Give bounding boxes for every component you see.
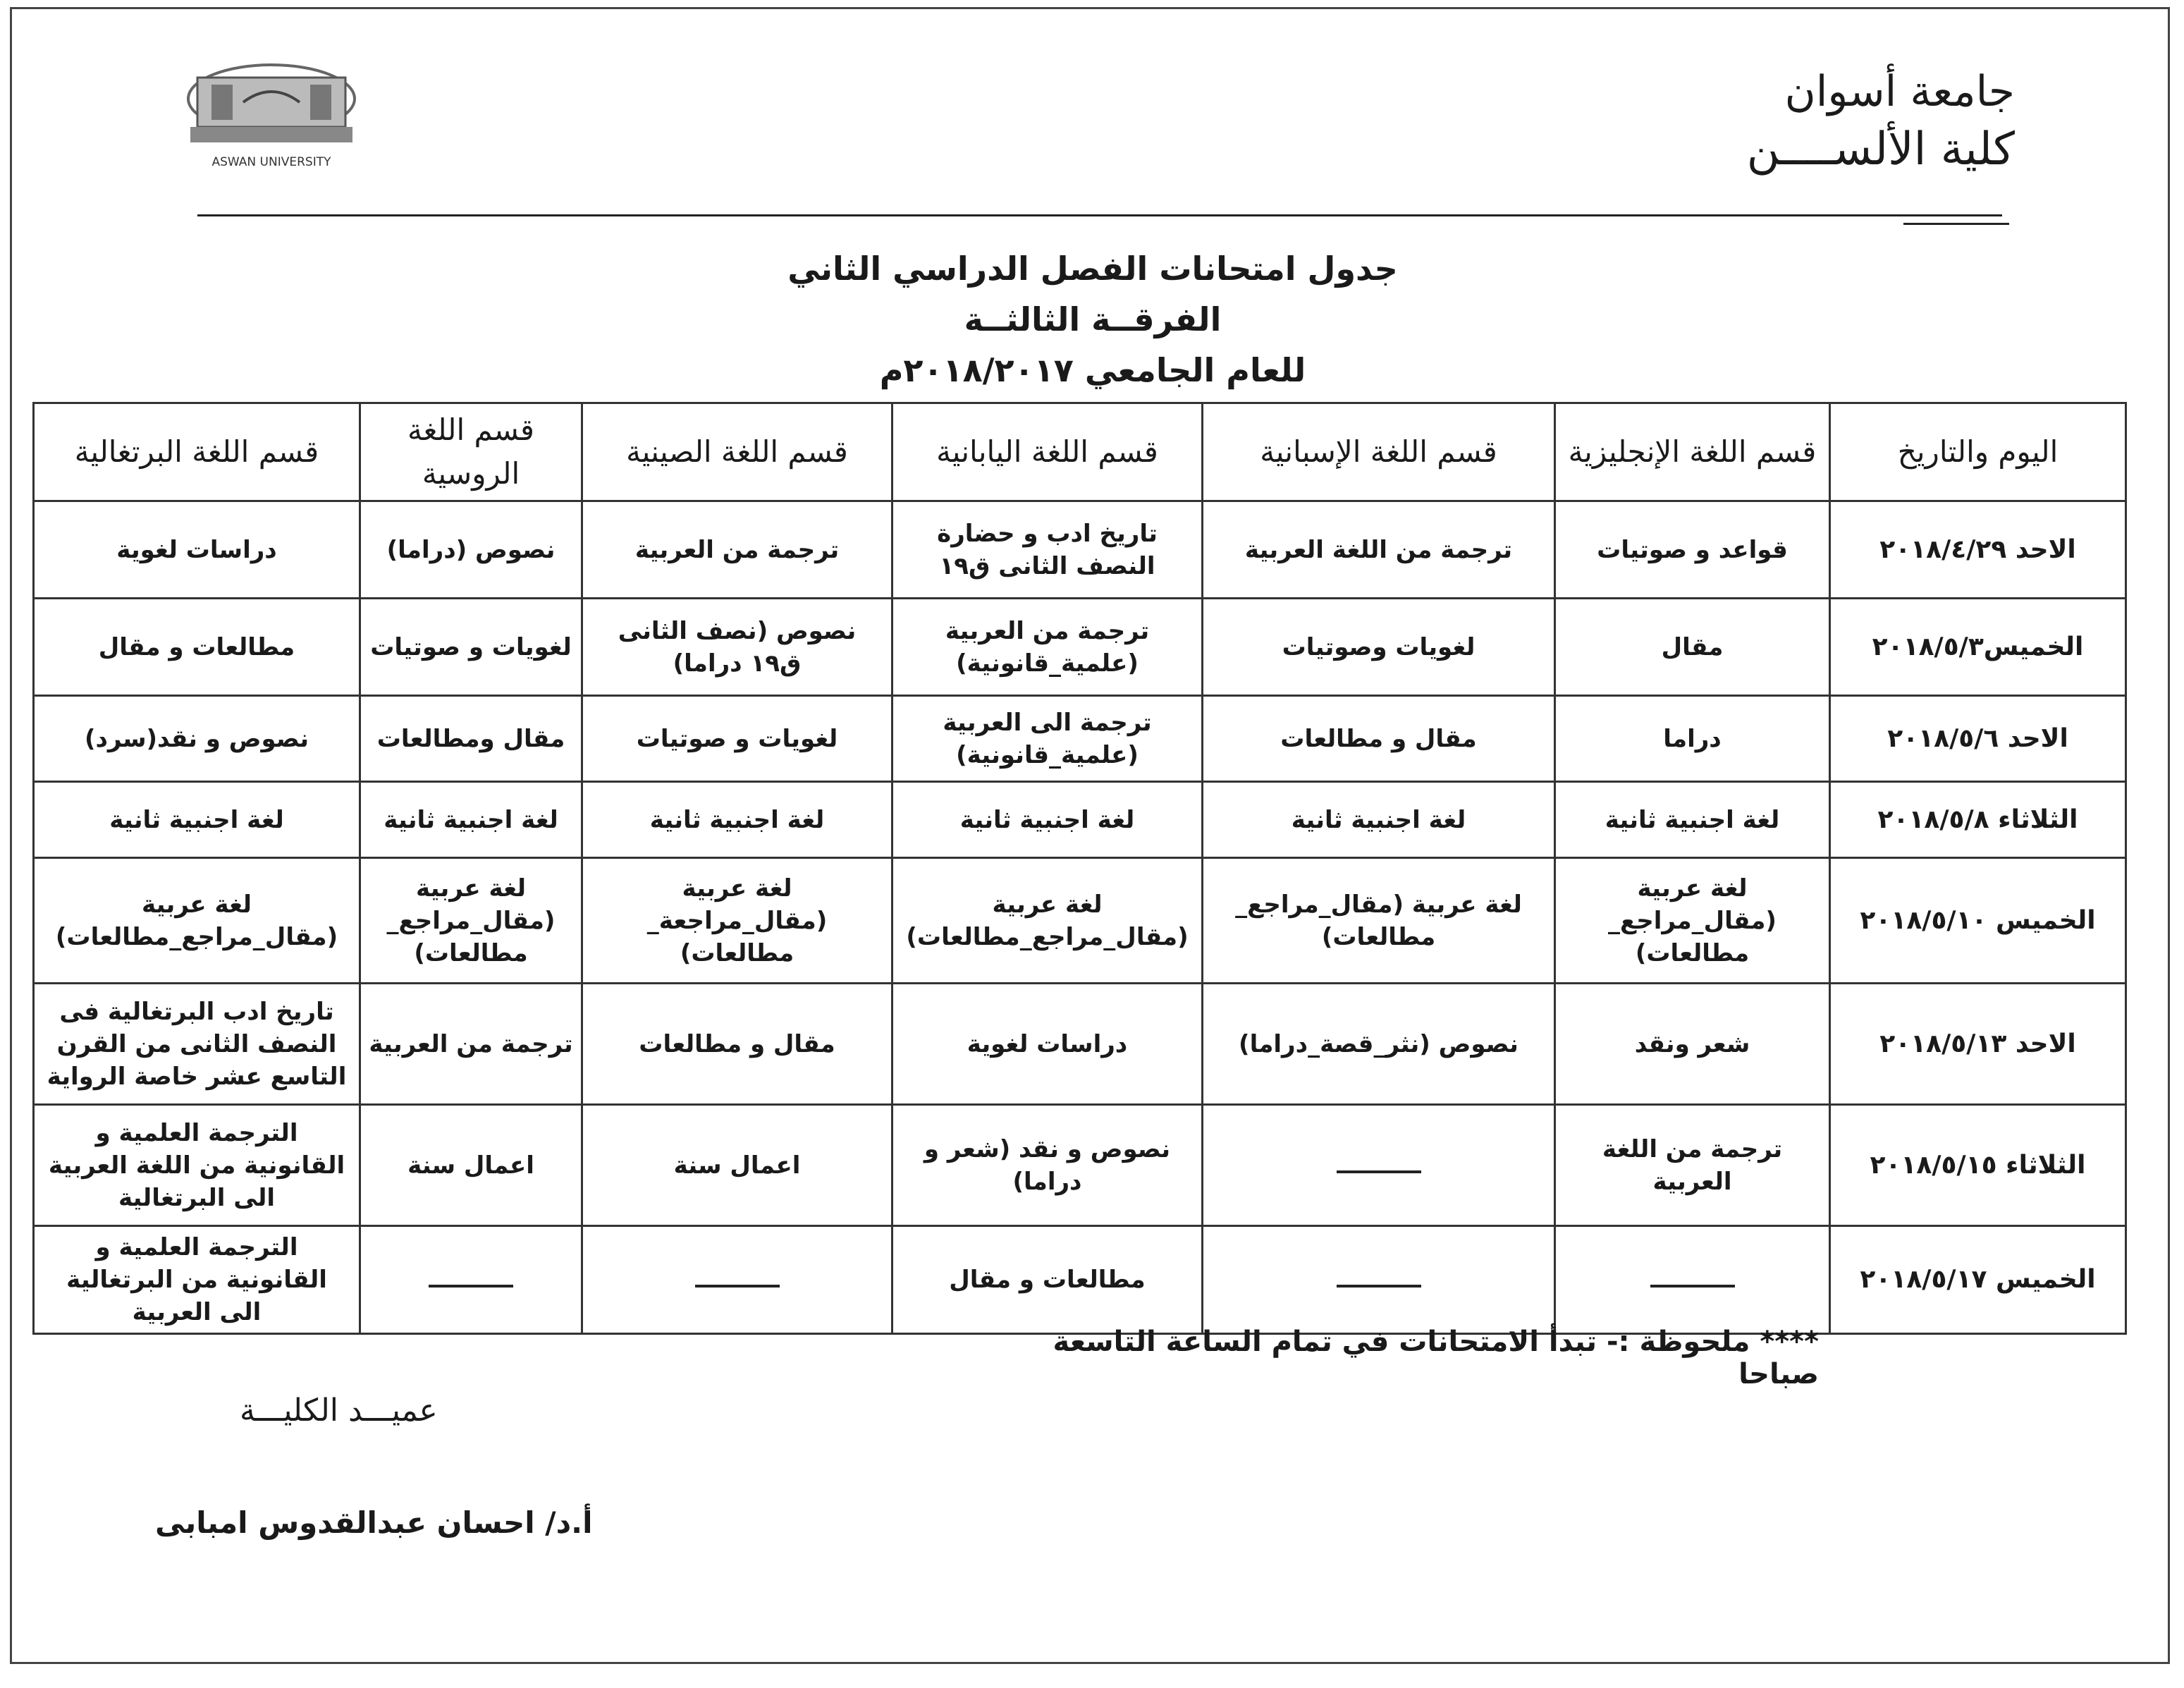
header-cell-portuguese: قسم اللغة البرتغالية bbox=[34, 403, 360, 501]
exam-cell: شعر ونقد bbox=[1555, 984, 1830, 1105]
exam-cell: قواعد و صوتيات bbox=[1555, 501, 1830, 599]
exam-cell: نصوص (نثر_قصة_دراما) bbox=[1203, 984, 1555, 1105]
exam-cell: لغة اجنبية ثانية bbox=[892, 782, 1203, 858]
dash-mark bbox=[1650, 1285, 1735, 1288]
exam-cell: مقال و مطالعات bbox=[1203, 696, 1555, 782]
empty-cell-dash bbox=[1203, 1226, 1555, 1334]
empty-cell-dash bbox=[582, 1226, 892, 1334]
exam-cell: لغة اجنبية ثانية bbox=[1555, 782, 1830, 858]
exam-cell: لغة عربية (مقال_مراجع_مطالعات) bbox=[892, 858, 1203, 984]
schedule-title bbox=[634, 243, 1551, 396]
exam-cell: تاريخ ادب و حضارة النصف الثانى ق١٩ bbox=[892, 501, 1203, 599]
header-cell-japanese: قسم اللغة اليابانية bbox=[892, 403, 1203, 501]
date-cell: الثلاثاء ٢٠١٨/٥/٨ bbox=[1830, 782, 2126, 858]
header-cell-date: اليوم والتاريخ bbox=[1830, 403, 2126, 501]
dash-mark bbox=[1337, 1285, 1421, 1288]
exam-cell: لغة عربية (مقال_مراجعة_ مطالعات) bbox=[582, 858, 892, 984]
dash-mark bbox=[1337, 1170, 1421, 1173]
dean-title: عميـــد الكليـــة bbox=[240, 1393, 438, 1429]
date-cell: الخميس ٢٠١٨/٥/١٠ bbox=[1830, 858, 2126, 984]
table-row bbox=[34, 858, 2126, 984]
table-row bbox=[34, 599, 2126, 696]
exam-cell: لغويات وصوتيات bbox=[1203, 599, 1555, 696]
date-cell: الخميس٢٠١٨/٥/٣ bbox=[1830, 599, 2126, 696]
table-row bbox=[34, 501, 2126, 599]
exam-cell: ترجمة من العربية bbox=[582, 501, 892, 599]
date-cell: الخميس ٢٠١٨/٥/١٧ bbox=[1830, 1226, 2126, 1334]
exam-cell: مطالعات و مقال bbox=[34, 599, 360, 696]
table-row bbox=[34, 1226, 2126, 1334]
exam-cell: مقال bbox=[1555, 599, 1830, 696]
exam-cell: لغويات و صوتيات bbox=[582, 696, 892, 782]
title-line-1: جدول امتحانات الفصل الدراسي الثاني bbox=[787, 250, 1398, 288]
date-cell: الاحد ٢٠١٨/٥/٦ bbox=[1830, 696, 2126, 782]
title-line-3: للعام الجامعي ٢٠١٨/٢٠١٧م bbox=[879, 351, 1306, 389]
exam-cell: لغة اجنبية ثانية bbox=[582, 782, 892, 858]
exam-cell: مقال ومطالعات bbox=[360, 696, 582, 782]
empty-cell-dash bbox=[360, 1226, 582, 1334]
exam-cell: ترجمة الى العربية (علمية_قانونية) bbox=[892, 696, 1203, 782]
university-logo bbox=[176, 49, 367, 176]
exam-cell: مقال و مطالعات bbox=[582, 984, 892, 1105]
exam-cell: دراسات لغوية bbox=[34, 501, 360, 599]
exam-cell: نصوص و نقد (شعر و دراما) bbox=[892, 1105, 1203, 1226]
university-name: جامعة أسوان bbox=[1784, 67, 2015, 116]
exam-cell: لغة اجنبية ثانية bbox=[1203, 782, 1555, 858]
exam-cell: دراما bbox=[1555, 696, 1830, 782]
exam-cell: اعمال سنة bbox=[360, 1105, 582, 1226]
header-cell-russian: قسم اللغة الروسية bbox=[360, 403, 582, 501]
title-line-2: الفرقــة الثالثــة bbox=[964, 300, 1222, 338]
exam-cell: لغة عربية (مقال_مراجع_ مطالعات) bbox=[1203, 858, 1555, 984]
faculty-name: كلية الألســــن bbox=[1746, 123, 2015, 176]
table-row bbox=[34, 1105, 2126, 1226]
table-row bbox=[34, 782, 2126, 858]
exam-cell: ترجمة من اللغة العربية bbox=[1555, 1105, 1830, 1226]
dean-name: أ.د/ احسان عبدالقدوس امبابى bbox=[155, 1505, 593, 1540]
exam-cell: ترجمة من العربية bbox=[360, 984, 582, 1105]
header-cell-spanish: قسم اللغة الإسبانية bbox=[1203, 403, 1555, 501]
date-cell: الثلاثاء ٢٠١٨/٥/١٥ bbox=[1830, 1105, 2126, 1226]
empty-cell-dash bbox=[1555, 1226, 1830, 1334]
exam-cell: لغة اجنبية ثانية bbox=[34, 782, 360, 858]
header-divider bbox=[197, 214, 2002, 216]
exam-cell: لغة اجنبية ثانية bbox=[360, 782, 582, 858]
date-cell: الاحد ٢٠١٨/٤/٢٩ bbox=[1830, 501, 2126, 599]
exam-cell: الترجمة العلمية و القانونية من اللغة العربية الى البرتغالية bbox=[34, 1105, 360, 1226]
empty-cell-dash bbox=[1203, 1105, 1555, 1226]
exam-cell: نصوص (دراما) bbox=[360, 501, 582, 599]
exam-cell: ترجمة من العربية (علمية_قانونية) bbox=[892, 599, 1203, 696]
table-row bbox=[34, 984, 2126, 1105]
exam-cell: لغة عربية (مقال_مراجع_مطالعات) bbox=[34, 858, 360, 984]
exam-schedule-table bbox=[32, 402, 2127, 1335]
table-header-row bbox=[34, 403, 2126, 501]
exam-cell: نصوص و نقد(سرد) bbox=[34, 696, 360, 782]
svg-text:ASWAN UNIVERSITY: ASWAN UNIVERSITY bbox=[211, 155, 331, 169]
exam-cell: الترجمة العلمية و القانونية من البرتغالية الى العربية bbox=[34, 1226, 360, 1334]
exam-cell: لغويات و صوتيات bbox=[360, 599, 582, 696]
exam-cell: اعمال سنة bbox=[582, 1105, 892, 1226]
exam-cell: لغة عربية (مقال_مراجع_ مطالعات) bbox=[360, 858, 582, 984]
exam-cell: نصوص (نصف الثانى ق١٩ دراما) bbox=[582, 599, 892, 696]
date-cell: الاحد ٢٠١٨/٥/١٣ bbox=[1830, 984, 2126, 1105]
exam-cell: ترجمة من اللغة العربية bbox=[1203, 501, 1555, 599]
header-divider-tail bbox=[1903, 223, 2009, 225]
exam-cell: دراسات لغوية bbox=[892, 984, 1203, 1105]
exam-cell: مطالعات و مقال bbox=[892, 1226, 1203, 1334]
table-row bbox=[34, 696, 2126, 782]
exam-time-note: **** ملحوظة :- تبدأ الامتحانات في تمام الساعة التاسعة صباحا bbox=[1053, 1326, 1819, 1390]
exam-cell: تاريخ ادب البرتغالية فى النصف الثانى من القرن التاسع عشر خاصة الرواية bbox=[34, 984, 360, 1105]
dash-mark bbox=[429, 1285, 513, 1288]
header-cell-english: قسم اللغة الإنجليزية bbox=[1555, 403, 1830, 501]
dash-mark bbox=[695, 1285, 780, 1288]
exam-cell: لغة عربية (مقال_مراجع_ مطالعات) bbox=[1555, 858, 1830, 984]
header-cell-chinese: قسم اللغة الصينية bbox=[582, 403, 892, 501]
